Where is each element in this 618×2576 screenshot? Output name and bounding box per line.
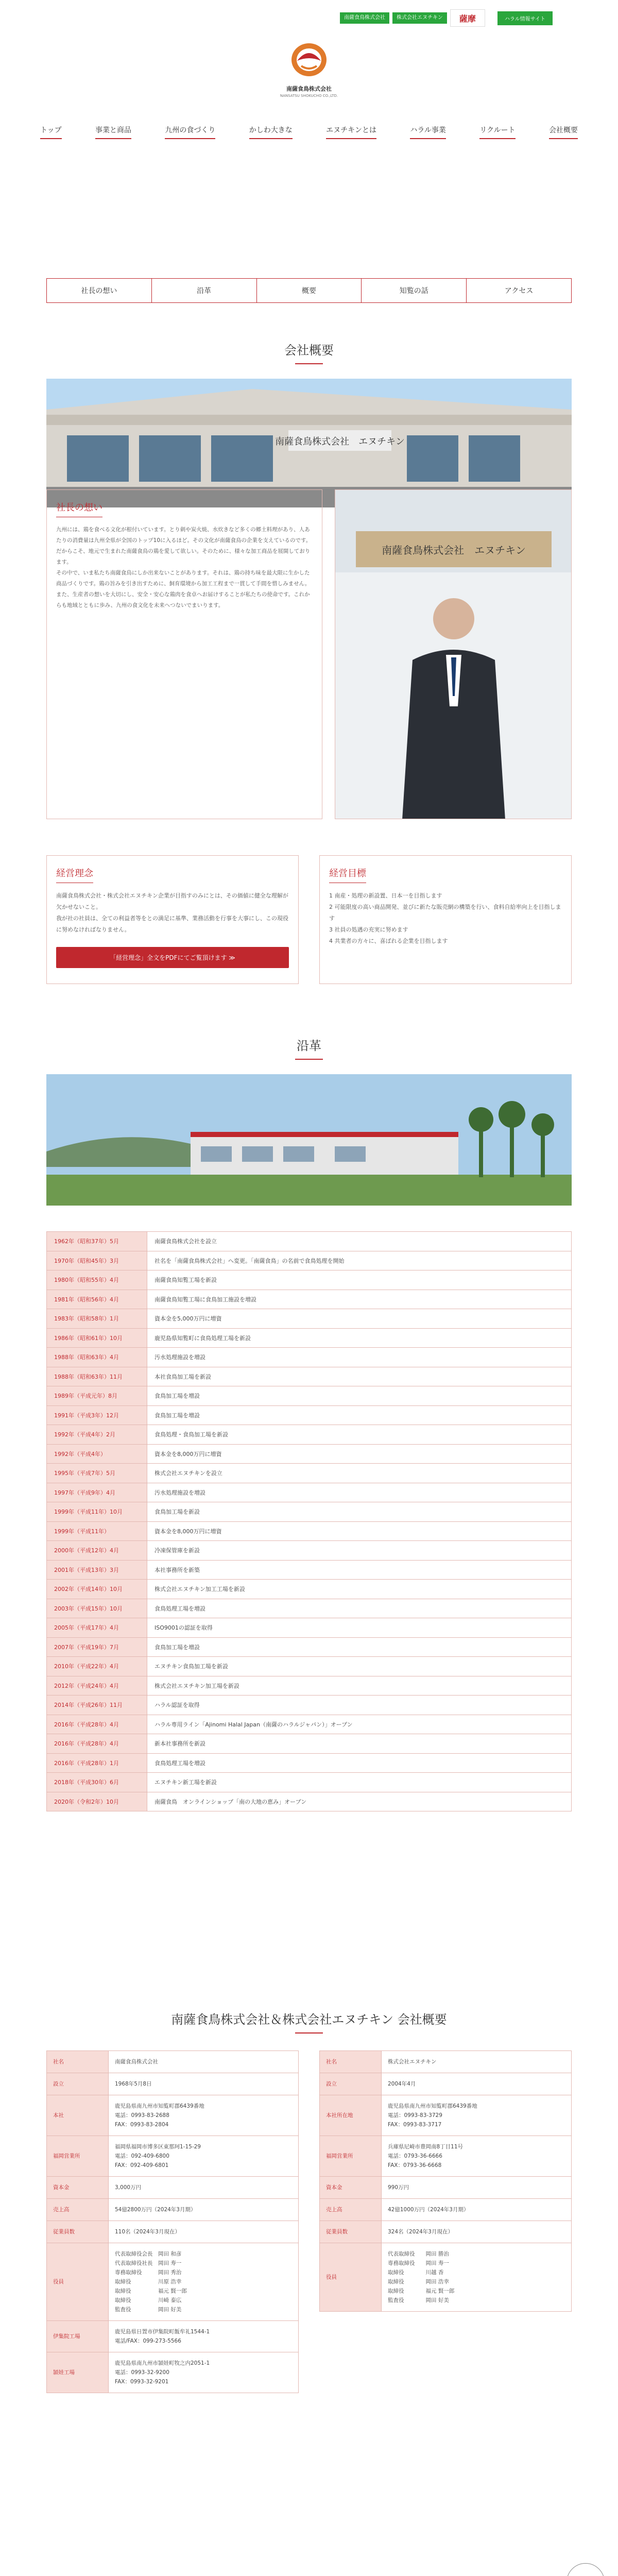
history-row-label: 1997年（平成9年）4月	[47, 1483, 147, 1502]
site-logo[interactable]	[273, 40, 345, 98]
history-row	[47, 1753, 572, 1773]
company-row-value: 鹿児島県日置市伊集院町飯牟礼1544-1 電話/FAX：099-273-5566	[109, 2321, 299, 2352]
company-row	[47, 2243, 299, 2321]
history-row	[47, 1637, 572, 1657]
history-row-label: 2000年（平成12年）4月	[47, 1541, 147, 1561]
company-row-label: 売上高	[320, 2199, 382, 2221]
header-top-links	[340, 9, 553, 27]
nav-kashiwa[interactable]: かしわ大きな	[249, 125, 293, 139]
history-row	[47, 1715, 572, 1734]
history-row-value: ハラル専用ライン「Ajinomi Halal Japan（南薩のハラルジャパン）」オープン	[147, 1715, 572, 1734]
top-link-nchicken[interactable]: 株式会社エヌチキン	[392, 12, 447, 24]
history-row	[47, 1290, 572, 1309]
company-row-value: 54億2800万円（2024年3月期）	[109, 2199, 299, 2221]
company-row	[47, 2136, 299, 2177]
history-row-value: 冷凍保管庫を新設	[147, 1541, 572, 1561]
company-row-label: 売上高	[47, 2199, 109, 2221]
history-row	[47, 1405, 572, 1425]
section-title-history: 沿革	[0, 1036, 618, 1060]
company-row	[320, 2095, 572, 2136]
company-row-label: 設立	[47, 2073, 109, 2095]
building-photo	[46, 379, 572, 507]
company-row-label: 本社所在地	[320, 2095, 382, 2136]
history-row-label: 2012年（平成24年）4月	[47, 1676, 147, 1696]
satsuma-logo-badge[interactable]: 薩摩	[450, 9, 485, 27]
history-row-value: 鹿児島県知覧町に食鳥処理工場を新設	[147, 1328, 572, 1348]
history-row-label: 1980年（昭和55年）4月	[47, 1270, 147, 1290]
history-row-value: 株式会社エヌチキンを設立	[147, 1464, 572, 1483]
history-row-value: 食鳥処理・食鳥加工場を新設	[147, 1425, 572, 1445]
history-row-label: 2003年（平成15年）10月	[47, 1599, 147, 1618]
history-row	[47, 1521, 572, 1541]
company-row-label: 設立	[320, 2073, 382, 2095]
history-row-value: ハラル認証を取得	[147, 1696, 572, 1715]
company-row-value: 42億1000万円（2024年3月期）	[382, 2199, 572, 2221]
company-row	[320, 2243, 572, 2312]
company-row-label: 役員	[47, 2243, 109, 2321]
halal-info-link[interactable]: ハラル情報サイト	[497, 11, 553, 25]
history-row	[47, 1773, 572, 1792]
history-row	[47, 1676, 572, 1696]
history-row-label: 2007年（平成19年）7月	[47, 1637, 147, 1657]
history-row	[47, 1541, 572, 1561]
history-row-label: 2018年（平成30年）6月	[47, 1773, 147, 1792]
logo-mark-icon	[286, 40, 332, 81]
company-table-nchicken	[319, 2050, 572, 2312]
goal-item: 2 可能限度の高い商品開発、並びに新たな販売網の構築を行い、食料自給率向上を目指します	[329, 904, 561, 922]
section-title-overview: 南薩食鳥株式会社＆株式会社エヌチキン 会社概要	[0, 2009, 618, 2033]
history-row-value: 資本金を8,000万円に増資	[147, 1521, 572, 1541]
subnav-president[interactable]: 社長の想い	[46, 279, 151, 302]
company-row	[47, 2221, 299, 2243]
history-row-label: 1988年（昭和63年）11月	[47, 1367, 147, 1386]
nav-recruit[interactable]: リクルート	[479, 125, 515, 139]
goal-item: 4 共業者の方々に、喜ばれる企業を目指します	[329, 938, 448, 944]
sub-nav	[46, 278, 572, 303]
company-row-label: 資本金	[47, 2177, 109, 2199]
nav-business[interactable]: 事業と商品	[95, 125, 131, 139]
nav-halal[interactable]: ハラル事業	[410, 125, 446, 139]
history-row-label: 2016年（平成28年）1月	[47, 1753, 147, 1773]
company-row-value: 福岡県福岡市博多区東那珂1-15-29 電話：092-409-6800 FAX：092-409-6801	[109, 2136, 299, 2177]
history-row-value: 食鳥加工場を増設	[147, 1386, 572, 1406]
history-row-value: エヌチキン新工場を新設	[147, 1773, 572, 1792]
subnav-history[interactable]: 沿革	[151, 279, 256, 302]
history-row	[47, 1792, 572, 1811]
history-row-label: 1999年（平成11年）10月	[47, 1502, 147, 1522]
company-row-value: 2004年4月	[382, 2073, 572, 2095]
history-row-value: 資本金を5,000万円に増資	[147, 1309, 572, 1329]
company-row-label: 福岡営業所	[320, 2136, 382, 2177]
history-row-value: 資本金を8,000万円に増資	[147, 1444, 572, 1464]
president-message-text: 九州には、鶏を食べる文化が根付いています。とり刺や炭火焼、水炊きなど多くの郷土料理があり、人あたりの消費量は九州全県が全国のトップ10に入るほど。その文化が南薩食鳥の企業を支えているのです。だからこそ、地元で生まれた南薩食鳥の鶏を愛して欲しい。そのために、様々な加工商品を展開しております。 その中で、いま私たち南薩食鳥にしか出来ないことがあります。それは、鶏の持ち味を最大限に生かした商品づくりです。鶏の旨みを引き出すために、飼育環境から加工工程まで一貫して手間を惜しみません。 また、生産者の想いを大切にし、安全・安心な鶏肉を食卓へお届けすることが私たちの使命です。これからも地域とともに歩み、九州の食文化を未来へつないでまいります。	[56, 527, 312, 608]
subnav-overview[interactable]: 概要	[256, 279, 362, 302]
company-row-label: 資本金	[320, 2177, 382, 2199]
history-row-value: 食鳥加工場を増設	[147, 1637, 572, 1657]
history-row	[47, 1618, 572, 1638]
history-row-value: 株式会社エヌチキン加工場を新設	[147, 1676, 572, 1696]
history-row-value: 汚水処理施設を増設	[147, 1348, 572, 1367]
history-row	[47, 1580, 572, 1599]
company-row	[47, 2199, 299, 2221]
history-row-label: 2001年（平成13年）3月	[47, 1560, 147, 1580]
company-row	[47, 2321, 299, 2352]
history-row	[47, 1367, 572, 1386]
history-row	[47, 1386, 572, 1406]
history-row-label: 2020年（令和2年）10月	[47, 1792, 147, 1811]
company-row-value: 鹿児島県南九州市知覧町郡6439番地 電話：0993-83-2688 FAX：0993-83-2804	[109, 2095, 299, 2136]
history-row	[47, 1251, 572, 1270]
history-row	[47, 1696, 572, 1715]
company-row	[47, 2352, 299, 2393]
history-row-value: エヌチキン食鳥加工場を新設	[147, 1657, 572, 1676]
company-row-value: 990万円	[382, 2177, 572, 2199]
nav-kyushu[interactable]: 九州の食づくり	[165, 125, 215, 139]
company-row-value: 代表取締役 岡田 勝治 専務取締役 岡田 寿一 取締役 川越 香 取締役 岡田 浩幸 取締役 福元 賢一郎 監査役 岡田 好美	[382, 2243, 572, 2312]
history-row-value: 本社事務所を新築	[147, 1560, 572, 1580]
history-row-label: 1962年（昭和37年）5月	[47, 1232, 147, 1251]
company-row-label: 社名	[320, 2051, 382, 2073]
company-row-value: 110名（2024年3月現在）	[109, 2221, 299, 2243]
history-row	[47, 1328, 572, 1348]
company-row-value: 代表取締役会長 岡田 和彦 代表取締役社長 岡田 寿一 専務取締役 岡田 秀治 取締役 川原 浩幸 取締役 福元 賢一郎 取締役 川崎 泰広 監査役 岡田 好美	[109, 2243, 299, 2321]
president-message-card	[46, 489, 322, 819]
nav-top[interactable]: トップ	[40, 125, 62, 139]
history-row-label: 1970年（昭和45年）3月	[47, 1251, 147, 1270]
company-row-value: 鹿児島県南九州市頴娃町牧之内2051-1 電話：0993-32-9200 FAX：0993-32-9201	[109, 2352, 299, 2393]
history-row	[47, 1483, 572, 1502]
history-row-label: 1981年（昭和56年）4月	[47, 1290, 147, 1309]
history-row-value: 南薩食鳥知覧工場に食鳥加工施設を増設	[147, 1290, 572, 1309]
history-row-value: 本社食鳥加工場を新設	[147, 1367, 572, 1386]
history-row-label: 2002年（平成14年）10月	[47, 1580, 147, 1599]
company-row	[320, 2177, 572, 2199]
company-row	[320, 2221, 572, 2243]
history-row-label: 1992年（平成4年）	[47, 1444, 147, 1464]
goal-item: 3 社員の処遇の充実に努めます	[329, 926, 408, 933]
history-row-value: 食鳥処理工場を増設	[147, 1753, 572, 1773]
company-row-label: 福岡営業所	[47, 2136, 109, 2177]
company-row-value: 鹿児島県南九州市知覧町郡6439番地 電話：0993-83-3729 FAX：0993-83-3717	[382, 2095, 572, 2136]
history-row-value: 新本社事務所を新設	[147, 1734, 572, 1754]
goal-item: 1 南産・処理の新設置、日本一を目指します	[329, 892, 442, 899]
history-row-label: 1991年（平成3年）12月	[47, 1405, 147, 1425]
history-row-value: 南薩食鳥 オンラインショップ「南の大地の恵み」オープン	[147, 1792, 572, 1811]
company-row-label: 従業員数	[320, 2221, 382, 2243]
history-row-value: 社名を「南薩食鳥株式会社」へ変更。「南薩食鳥」の名前で食鳥処理を開始	[147, 1251, 572, 1270]
goals-heading: 経営目標	[329, 866, 366, 883]
subnav-access[interactable]: アクセス	[466, 279, 572, 302]
history-row-value: 食鳥加工場を増設	[147, 1405, 572, 1425]
company-row-value: 1968年5月8日	[109, 2073, 299, 2095]
history-row-label: 1989年（平成元年）8月	[47, 1386, 147, 1406]
history-row-label: 1986年（昭和61年）10月	[47, 1328, 147, 1348]
nav-company[interactable]: 会社概要	[549, 125, 578, 139]
history-row-label: 2010年（平成22年）4月	[47, 1657, 147, 1676]
history-row	[47, 1560, 572, 1580]
history-row-value: 南薩食鳥知覧工場を新設	[147, 1270, 572, 1290]
company-row-value: 324名（2024年3月現在）	[382, 2221, 572, 2243]
history-row-value: 汚水処理施設を増設	[147, 1483, 572, 1502]
company-row-label: 従業員数	[47, 2221, 109, 2243]
company-row-value: 南薩食鳥株式会社	[109, 2051, 299, 2073]
goals-card	[319, 855, 572, 984]
company-row-value: 3,000万円	[109, 2177, 299, 2199]
president-photo	[335, 489, 572, 819]
company-row	[47, 2177, 299, 2199]
logo-en-name: NANSATSU SHOKUCHO CO.,LTD.	[280, 94, 338, 98]
history-row-label: 1983年（昭和58年）1月	[47, 1309, 147, 1329]
president-message-heading: 社長の想い	[56, 500, 102, 517]
company-row-value: 兵庫県尼崎市豊岡南8丁目11号 電話：0793-36-6666 FAX：0793-36-6668	[382, 2136, 572, 2177]
company-row	[320, 2199, 572, 2221]
history-row	[47, 1599, 572, 1618]
history-row	[47, 1232, 572, 1251]
history-row-label: 2016年（平成28年）4月	[47, 1715, 147, 1734]
history-row-value: 食鳥処理工場を増設	[147, 1599, 572, 1618]
main-nav	[40, 125, 578, 139]
company-row	[47, 2051, 299, 2073]
nav-nchicken[interactable]: エヌチキンとは	[326, 125, 376, 139]
history-row-label: 1992年（平成4年）2月	[47, 1425, 147, 1445]
subnav-chiran[interactable]: 知覧の話	[361, 279, 466, 302]
philosophy-pdf-button[interactable]: 「経営理念」全文をPDFにてご覧頂けます ≫	[56, 947, 289, 968]
philosophy-card	[46, 855, 299, 984]
history-row	[47, 1270, 572, 1290]
company-row-label: 役員	[320, 2243, 382, 2312]
company-row-label: 社名	[47, 2051, 109, 2073]
history-row	[47, 1734, 572, 1754]
history-row	[47, 1657, 572, 1676]
history-row-value: 食鳥加工場を新設	[147, 1502, 572, 1522]
pagetop-button[interactable]	[566, 2563, 605, 2576]
history-row	[47, 1348, 572, 1367]
company-row	[47, 2073, 299, 2095]
company-row-value: 株式会社エヌチキン	[382, 2051, 572, 2073]
philosophy-heading: 経営理念	[56, 866, 93, 883]
company-row-label: 本社	[47, 2095, 109, 2136]
company-row	[320, 2051, 572, 2073]
history-row-value: ISO9001の認証を取得	[147, 1618, 572, 1638]
photo-sign-text: 南薩食鳥株式会社 エヌチキン	[382, 544, 526, 556]
history-row	[47, 1464, 572, 1483]
history-row	[47, 1309, 572, 1329]
top-link-nansatsu[interactable]: 南薩食鳥株式会社	[340, 12, 389, 24]
company-row-label: 頴娃工場	[47, 2352, 109, 2393]
section-title-company: 会社概要	[0, 340, 618, 364]
company-row-label: 伊集院工場	[47, 2321, 109, 2352]
history-row	[47, 1502, 572, 1522]
philosophy-text: 南薩食鳥株式会社・株式会社エヌチキン企業が目指すのみにとは、その価値に健全な理解が欠かせないこと。 我が社の社員は、全ての利益者等をとの満足に基準、業務活動を行事を大事にし、この現役に努めなければなりません。	[56, 892, 288, 933]
history-row-label: 1995年（平成7年）5月	[47, 1464, 147, 1483]
company-row	[320, 2073, 572, 2095]
logo-name: 南薩食鳥株式会社	[286, 86, 332, 92]
building-sign-text: 南薩食鳥株式会社 エヌチキン	[275, 436, 405, 447]
history-row-value: 株式会社エヌチキン加工工場を新設	[147, 1580, 572, 1599]
history-row-label: 1988年（昭和63年）4月	[47, 1348, 147, 1367]
history-row-label: 2005年（平成17年）4月	[47, 1618, 147, 1638]
history-row-label: 2016年（平成28年）4月	[47, 1734, 147, 1754]
company-row	[47, 2095, 299, 2136]
company-table-nansatsu	[46, 2050, 299, 2393]
factory-photo	[46, 1074, 572, 1206]
company-row	[320, 2136, 572, 2177]
history-row-value: 南薩食鳥株式会社を設立	[147, 1232, 572, 1251]
history-row	[47, 1444, 572, 1464]
history-row-label: 1999年（平成11年）	[47, 1521, 147, 1541]
history-row	[47, 1425, 572, 1445]
history-table	[46, 1231, 572, 1811]
history-row-label: 2014年（平成26年）11月	[47, 1696, 147, 1715]
